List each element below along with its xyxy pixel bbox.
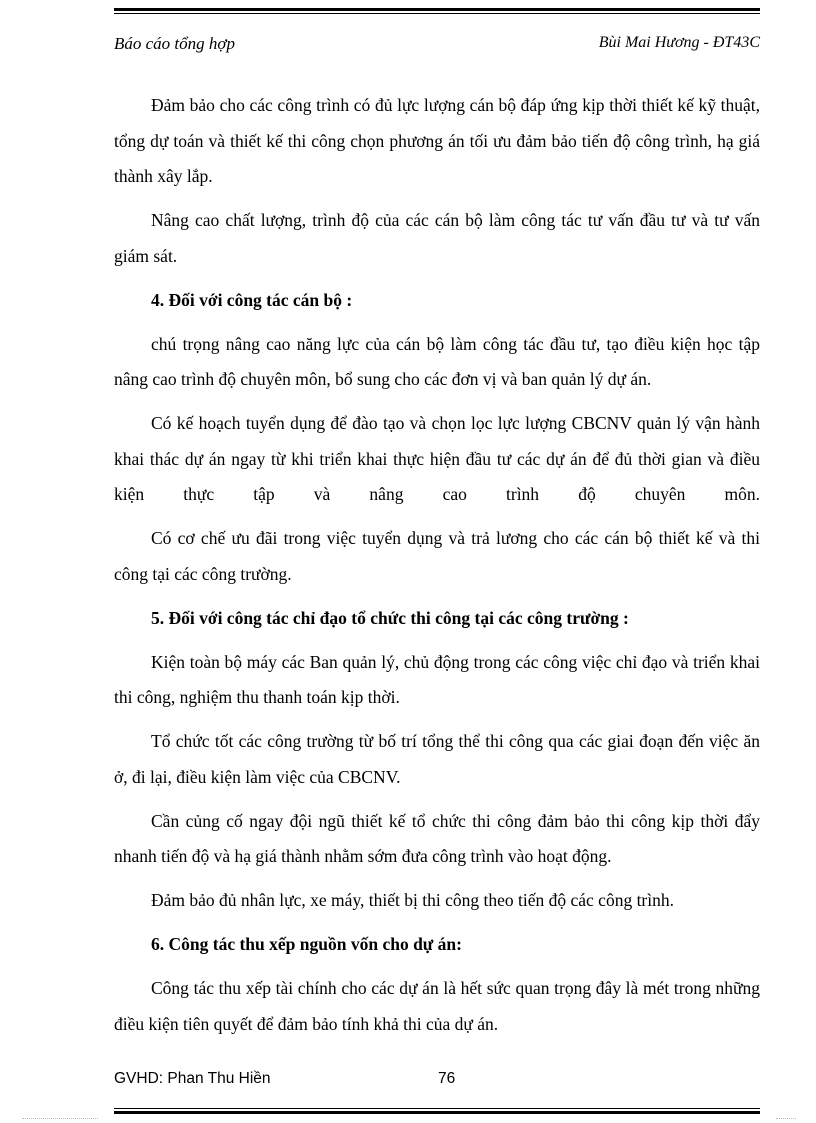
paragraph: Công tác thu xếp tài chính cho các dự án là hết sức quan trọng đây là mét trong những điều kiện tiên quyết để đảm bảo tính khả thi của dự án. xyxy=(114,978,760,1034)
margin-dots-left xyxy=(22,1118,98,1120)
document-body xyxy=(114,88,760,1051)
paragraph: Cần củng cố ngay đội ngũ thiết kế tổ chức thi công đảm bảo thi công kịp thời đẩy nhanh tiến độ và hạ giá thành nhằm sớm đưa công trình vào hoạt động. xyxy=(114,810,760,866)
paragraph: Tổ chức tốt các công trường từ bố trí tổng thể thi công qua các giai đoạn đến việc ăn ở, đi lại, điều kiện làm việc của CBCNV. xyxy=(114,731,760,787)
section-heading: 6. Công tác thu xếp nguồn vốn cho dự án: xyxy=(151,934,462,954)
paragraph: chú trọng nâng cao năng lực của cán bộ làm công tác đầu tư, tạo điều kiện học tập nâng cao trình độ chuyên môn, bổ sung cho các đơn vị và ban quản lý dự án. xyxy=(114,333,760,389)
page-footer xyxy=(114,1070,760,1094)
page-number: 76 xyxy=(438,1070,456,1087)
author-name: Bùi Mai Hương - ĐT43C xyxy=(598,34,760,51)
margin-dots-right xyxy=(776,1118,796,1120)
paragraph: Kiện toàn bộ máy các Ban quản lý, chủ động trong các công việc chỉ đạo và triển khai thi công, nghiệm thu thanh toán kịp thời. xyxy=(114,651,760,707)
paragraph: Đảm bảo đủ nhân lực, xe máy, thiết bị thi công theo tiến độ các công trình. xyxy=(151,890,675,910)
footer-rule xyxy=(114,1108,760,1114)
paragraph: Đảm bảo cho các công trình có đủ lực lượng cán bộ đáp ứng kịp thời thiết kế kỹ thuật, tổng dự toán và thiết kế thi công chọn phương án tối ưu đảm bảo tiến độ công trình, hạ giá thành xây lắp. xyxy=(114,95,760,186)
paragraph: Có kế hoạch tuyển dụng để đào tạo và chọn lọc lực lượng CBCNV quản lý vận hành khai thác dự án ngay từ khi triển khai thực hiện đầu tư các dự án để đủ thời gian và điều kiện thực tập và nâng cao trình độ chuyên môn. xyxy=(114,413,760,504)
section-heading: 4. Đối với công tác cán bộ : xyxy=(151,289,353,310)
paragraph: Nâng cao chất lượng, trình độ của các cán bộ làm công tác tư vấn đầu tư và tư vấn giám sát. xyxy=(114,210,760,266)
header-rule xyxy=(114,8,760,14)
report-title: Báo cáo tổng hợp xyxy=(114,34,235,53)
page-header xyxy=(114,34,760,56)
section-heading: 5. Đối với công tác chỉ đạo tổ chức thi công tại các công trường : xyxy=(151,607,629,628)
paragraph: Có cơ chế ưu đãi trong việc tuyển dụng và trả lương cho các cán bộ thiết kế và thi công tại các công trường. xyxy=(114,528,760,584)
advisor-label: GVHD: Phan Thu Hiền xyxy=(114,1070,271,1087)
